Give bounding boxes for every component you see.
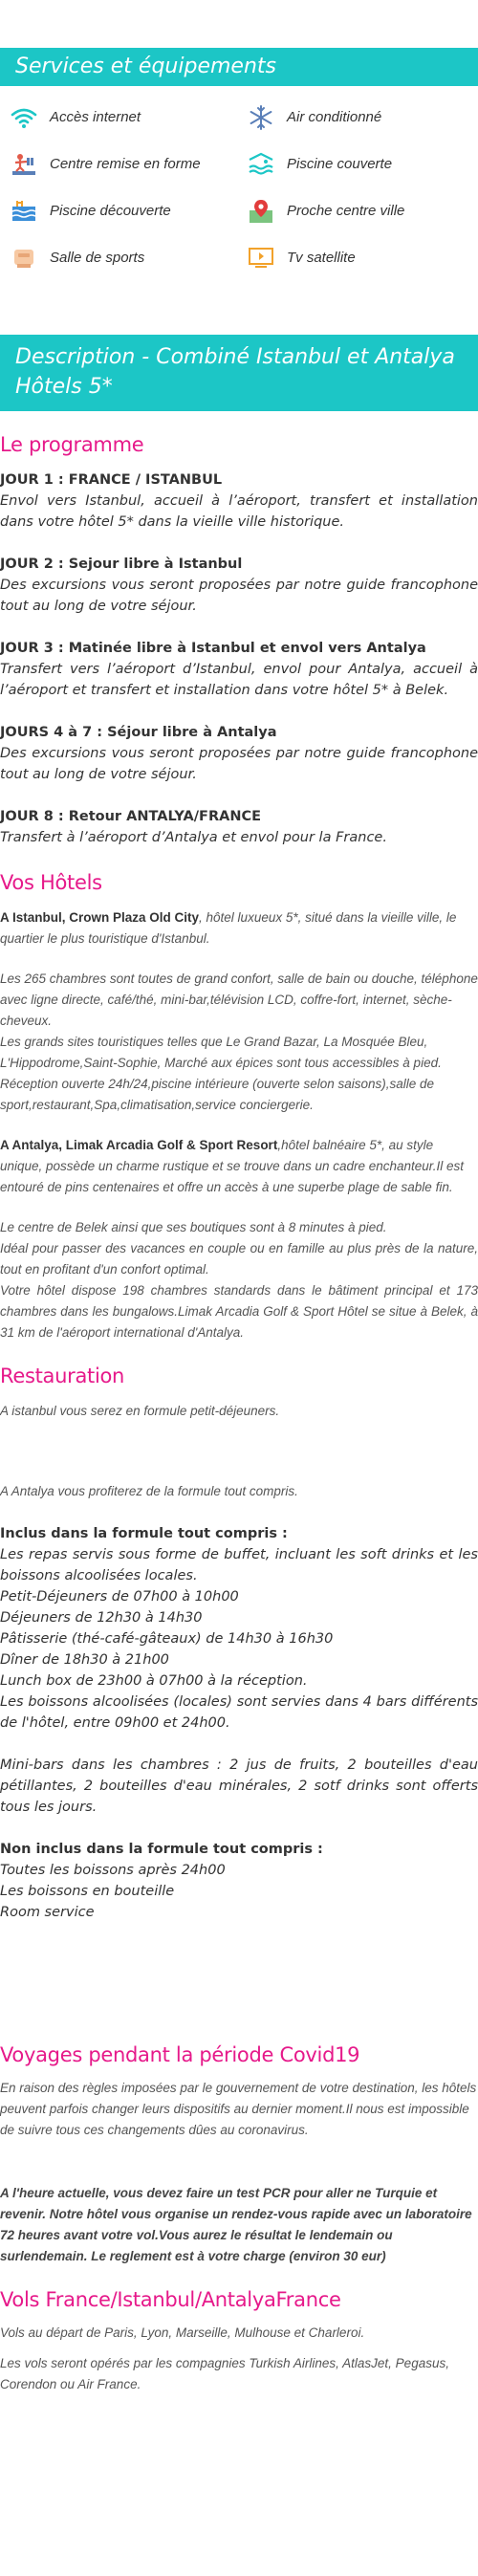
hotels-section xyxy=(0,871,478,1343)
description-title: Description - Combiné Istanbul et Antalya Hôtels 5* xyxy=(15,345,455,399)
programme-day-5 xyxy=(0,806,478,848)
antalya-hotel-shops: Le centre de Belek ainsi que ses boutiques sont à 8 minutes à pied. xyxy=(0,1220,387,1234)
minibar-text: Mini-bars dans les chambres : 2 jus de fruits, 2 bouteilles d'eau pétillantes, 2 bouteilles d'eau minérales, 2 sotf drinks sont offerts tous les jours. xyxy=(0,1757,478,1815)
restauration-heading: Restauration xyxy=(0,1364,125,1387)
restauration-istanbul: A istanbul vous serez en formule petit-déjeuners. xyxy=(0,1404,280,1418)
day-text: Transfert vers l’aéroport d’Istanbul, envol pour Antalya, accueil à l’aéroport et transfert et installation dans votre hôtel 5* à Belek. xyxy=(0,662,478,698)
antalya-hotel-rooms: Votre hôtel dispose 198 chambres standards dans le bâtiment principal et 173 chambres dans les bungalows.Limak Arcadia Golf & Sport Hôtel se situe à Belek, à 31 km de l'aéroport international d'Antalya. xyxy=(0,1283,478,1340)
programme-section xyxy=(0,433,478,848)
istanbul-hotel-facilities: Réception ouverte 24h/24,piscine intérieure (ouverte selon saisons),salle de sport,restaurant,Spa,climatisation,service conciergerie. xyxy=(0,1077,435,1112)
restauration-antalya: A Antalya vous profiterez de la formule tout compris. xyxy=(0,1484,298,1498)
programme-day-3 xyxy=(0,638,478,701)
included-intro: Les repas servis sous forme de buffet, incluant les soft drinks et les boissons alcoolisées locales. xyxy=(0,1547,478,1583)
programme-day-1 xyxy=(0,469,478,533)
services-banner xyxy=(0,48,478,86)
meal-item: Pâtisserie (thé-café-gâteaux) de 14h30 à 16h30 xyxy=(0,1631,334,1647)
gym-icon xyxy=(10,244,38,273)
flights-departures: Vols au départ de Paris, Lyon, Marseille, Mulhouse et Charleroi. xyxy=(0,2325,365,2340)
wifi-icon xyxy=(10,103,38,132)
flights-heading: Vols France/Istanbul/AntalyaFrance xyxy=(0,2288,341,2311)
included-title: Inclus dans la formule tout compris : xyxy=(0,1526,288,1541)
excluded-item: Toutes les boissons après 24h00 xyxy=(0,1863,226,1878)
meal-item: Lunch box de 23h00 à 07h00 à la réception. xyxy=(0,1673,308,1689)
day-text: Des excursions vous seront proposées par notre guide francophone tout au long de votre séjour. xyxy=(0,578,478,614)
amenity-gym: Salle de sports xyxy=(0,234,239,281)
hotels-heading: Vos Hôtels xyxy=(0,871,102,894)
flights-section xyxy=(0,2288,478,2395)
excluded-item: Room service xyxy=(0,1905,95,1920)
restauration-section xyxy=(0,1364,478,1923)
day-title: JOUR 8 : Retour ANTALYA/FRANCE xyxy=(0,809,262,824)
antalya-hotel-name: A Antalya, Limak Arcadia Golf & Sport Resort xyxy=(0,1138,278,1152)
excluded-block xyxy=(0,1839,478,1923)
tv-icon xyxy=(247,244,275,273)
drinks-text: Les boissons alcoolisées (locales) sont servies dans 4 bars différents de l'hôtel, entre 09h00 et 24h00. xyxy=(0,1694,478,1731)
antalya-hotel-ideal: Idéal pour passer des vacances en couple ou en famille au plus près de la nature, tout en profitant d'un confort optimal. xyxy=(0,1241,478,1277)
fitness-icon xyxy=(10,150,38,179)
amenity-fitness: Centre remise en forme xyxy=(0,141,239,187)
amenity-aircon: Air conditionné xyxy=(239,94,478,141)
programme-heading: Le programme xyxy=(0,433,144,456)
day-title: JOUR 3 : Matinée libre à Istanbul et envol vers Antalya xyxy=(0,641,426,656)
day-text: Envol vers Istanbul, accueil à l’aéroport, transfert et installation dans votre hôtel 5* dans la vieille ville historique. xyxy=(0,493,478,530)
included-block xyxy=(0,1523,478,1734)
day-text: Des excursions vous seront proposées par notre guide francophone tout au long de votre séjour. xyxy=(0,746,478,782)
description-banner xyxy=(0,335,478,411)
day-text: Transfert à l’aéroport d’Antalya et envol pour la France. xyxy=(0,830,387,845)
amenity-city-center: Proche centre ville xyxy=(239,187,478,234)
istanbul-hotel-intro: A Istanbul, Crown Plaza Old City, hôtel luxueux 5*, situé dans la vieille ville, le quartier le plus touristique d'Istanbul. xyxy=(0,910,457,946)
covid-section xyxy=(0,2043,478,2267)
programme-day-4 xyxy=(0,722,478,785)
covid-heading: Voyages pendant la période Covid19 xyxy=(0,2043,360,2066)
istanbul-hotel-rooms: Les 265 chambres sont toutes de grand confort, salle de bain ou douche, téléphone avec ligne directe, café/thé, mini-bar,télévision LCD, coffre-fort, internet, sèche-cheveux. xyxy=(0,971,478,1028)
covid-text: En raison des règles imposées par le gouvernement de votre destination, les hôtels peuvent parfois changer leurs dispositifs au dernier moment.Il nous est impossible de suivre tous ces changements dûes au coronavirus. xyxy=(0,2081,477,2137)
istanbul-hotel-sites: Les grands sites touristiques telles que Le Grand Bazar, La Mosquée Bleu, L'Hippodrome,Saint-Sophie, Marché aux épices sont tous accessibles à pied. xyxy=(0,1035,442,1070)
amenity-outdoor-pool: Piscine découverte xyxy=(0,187,239,234)
excluded-item: Les boissons en bouteille xyxy=(0,1884,175,1899)
meal-item: Dîner de 18h30 à 21h00 xyxy=(0,1652,169,1668)
programme-day-2 xyxy=(0,554,478,617)
services-title: Services et équipements xyxy=(15,55,276,78)
meal-item: Petit-Déjeuners de 07h00 à 10h00 xyxy=(0,1589,239,1605)
amenity-tv: Tv satellite xyxy=(239,234,478,281)
day-title: JOUR 1 : FRANCE / ISTANBUL xyxy=(0,472,223,488)
outdoor-pool-icon xyxy=(10,197,38,226)
excluded-title: Non inclus dans la formule tout compris : xyxy=(0,1842,323,1857)
amenity-internet: Accès internet xyxy=(0,94,239,141)
snowflake-icon xyxy=(247,103,275,132)
day-title: JOURS 4 à 7 : Séjour libre à Antalya xyxy=(0,725,277,740)
covid-pcr-text: A l'heure actuelle, vous devez faire un test PCR pour aller ne Turquie et revenir. Notre hôtel vous organise un rendez-vous rapide avec un laboratoire 72 heures avant votre vol.Vous aurez le résultat le lendemain ou surlendemain. Le reglement est à votre charge (environ 30 eur) xyxy=(0,2186,472,2263)
antalya-hotel-intro: A Antalya, Limak Arcadia Golf & Sport Resort,hôtel balnéaire 5*, au style unique, possède un charme rustique et se trouve dans un cadre enchanteur.Il est entouré de pins centenaires et offre un accès à une superbe plage de sable fin. xyxy=(0,1138,465,1194)
map-pin-icon xyxy=(247,197,275,226)
amenities-grid xyxy=(0,86,478,281)
flights-companies: Les vols seront opérés par les compagnies Turkish Airlines, AtlasJet, Pegasus, Corendon ou Air France. xyxy=(0,2356,449,2391)
amenity-indoor-pool: Piscine couverte xyxy=(239,141,478,187)
indoor-pool-icon xyxy=(247,150,275,179)
istanbul-hotel-name: A Istanbul, Crown Plaza Old City xyxy=(0,910,200,925)
meal-item: Déjeuners de 12h30 à 14h30 xyxy=(0,1610,203,1626)
day-title: JOUR 2 : Sejour libre à Istanbul xyxy=(0,557,243,572)
